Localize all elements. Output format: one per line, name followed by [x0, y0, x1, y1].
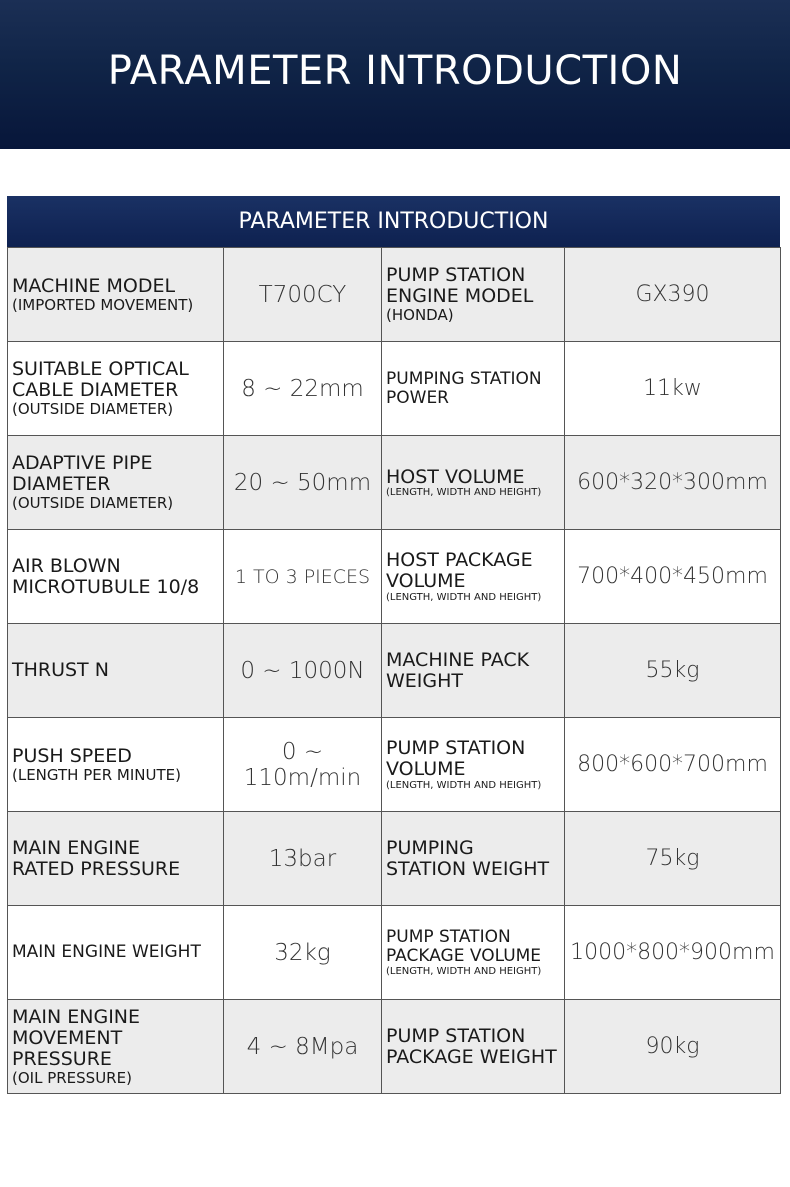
right-label-note: (LENGTH, WIDTH AND HEIGHT)	[386, 965, 542, 977]
right-label-line: VOLUME	[386, 570, 466, 592]
left-parameter-label	[8, 436, 224, 530]
table-row	[8, 436, 781, 530]
left-label-line: ADAPTIVE PIPE	[12, 452, 153, 475]
right-label-note: (HONDA)	[386, 306, 454, 325]
left-parameter-label	[8, 624, 224, 718]
right-parameter-label	[382, 718, 565, 812]
left-label-note: (OUTSIDE DIAMETER)	[12, 400, 174, 419]
right-parameter-label	[382, 342, 565, 436]
right-label-line: HOST VOLUME	[386, 465, 525, 488]
parameter-grid	[7, 247, 781, 1094]
parameter-table	[7, 196, 780, 1094]
left-parameter-label	[8, 718, 224, 812]
right-label-line: STATION WEIGHT	[386, 857, 550, 880]
table-row	[8, 342, 781, 436]
left-label-line: MACHINE MODEL	[12, 274, 176, 297]
table-title: PARAMETER INTRODUCTION	[7, 196, 780, 247]
left-parameter-value: 8 ~ 22mm	[224, 342, 382, 436]
right-label-line: HOST PACKAGE	[386, 549, 533, 572]
left-label-line: AIR BLOWN	[12, 554, 121, 577]
left-parameter-value: 0 ~ 110m/min	[224, 718, 382, 812]
right-label-note: (LENGTH, WIDTH AND HEIGHT)	[386, 779, 542, 791]
right-label-note: (LENGTH, WIDTH AND HEIGHT)	[386, 487, 542, 499]
left-parameter-value: 32kg	[224, 906, 382, 1000]
left-parameter-value: 13bar	[224, 812, 382, 906]
left-label-note: (OIL PRESSURE)	[12, 1068, 132, 1087]
right-parameter-label	[382, 812, 565, 906]
table-row	[8, 1000, 781, 1094]
right-label-line: PUMPING	[386, 836, 474, 859]
header-banner	[0, 0, 790, 149]
left-parameter-label	[8, 342, 224, 436]
right-parameter-label	[382, 530, 565, 624]
table-row	[8, 530, 781, 624]
left-label-line: MAIN ENGINE WEIGHT	[12, 942, 201, 963]
right-label-line: PUMP STATION	[386, 737, 526, 760]
right-label-line: VOLUME	[386, 758, 466, 780]
table-row	[8, 812, 781, 906]
right-label-line: PUMP STATION	[386, 927, 511, 948]
left-parameter-value: 1 TO 3 PIECES	[224, 530, 382, 624]
left-parameter-label	[8, 248, 224, 342]
left-parameter-value: 0 ~ 1000N	[224, 624, 382, 718]
right-parameter-label	[382, 436, 565, 530]
right-parameter-value: 11kw	[565, 342, 781, 436]
right-label-note: (LENGTH, WIDTH AND HEIGHT)	[386, 591, 542, 603]
right-parameter-label	[382, 906, 565, 1000]
table-row	[8, 248, 781, 342]
right-parameter-value: 90kg	[565, 1000, 781, 1094]
right-parameter-value: 75kg	[565, 812, 781, 906]
left-label-line: PUSH SPEED	[12, 744, 132, 767]
right-parameter-value: 600*320*300mm	[565, 436, 781, 530]
right-label-line: ENGINE MODEL	[386, 285, 534, 308]
right-parameter-value: 800*600*700mm	[565, 718, 781, 812]
right-label-line: PUMPING STATION	[386, 368, 542, 389]
left-label-note: (LENGTH PER MINUTE)	[12, 765, 181, 784]
left-label-line: CABLE DIAMETER	[12, 379, 179, 402]
right-label-line: POWER	[386, 387, 449, 408]
left-parameter-value: T700CY	[224, 248, 382, 342]
left-parameter-value: 20 ~ 50mm	[224, 436, 382, 530]
left-label-line: RATED PRESSURE	[12, 857, 181, 880]
table-row	[8, 624, 781, 718]
right-parameter-value: 1000*800*900mm	[565, 906, 781, 1000]
right-label-line: PUMP STATION	[386, 1024, 526, 1047]
right-label-line: PACKAGE VOLUME	[386, 946, 542, 966]
left-label-line: MAIN ENGINE	[12, 1005, 141, 1028]
banner-title: PARAMETER INTRODUCTION	[107, 47, 683, 94]
left-parameter-label	[8, 906, 224, 1000]
right-label-line: WEIGHT	[386, 669, 464, 692]
left-label-line: MAIN ENGINE	[12, 836, 141, 859]
left-label-line: MOVEMENT PRESSURE	[12, 1026, 123, 1070]
right-label-line: PACKAGE WEIGHT	[386, 1045, 557, 1068]
left-label-note: (IMPORTED MOVEMENT)	[12, 295, 194, 314]
left-label-line: THRUST N	[12, 659, 109, 682]
left-parameter-label	[8, 812, 224, 906]
left-label-line: MICROTUBULE 10/8	[12, 575, 200, 598]
table-row	[8, 718, 781, 812]
left-parameter-label	[8, 1000, 224, 1094]
left-parameter-value: 4 ~ 8Mpa	[224, 1000, 382, 1094]
right-label-line: PUMP STATION	[386, 264, 526, 287]
right-parameter-value: GX390	[565, 248, 781, 342]
left-label-line: DIAMETER	[12, 473, 111, 496]
table-row	[8, 906, 781, 1000]
left-label-line: SUITABLE OPTICAL	[12, 358, 189, 381]
right-label-line: MACHINE PACK	[386, 648, 530, 671]
right-parameter-label	[382, 248, 565, 342]
right-parameter-label	[382, 624, 565, 718]
right-parameter-value: 55kg	[565, 624, 781, 718]
left-label-note: (OUTSIDE DIAMETER)	[12, 494, 174, 513]
right-parameter-value: 700*400*450mm	[565, 530, 781, 624]
left-parameter-label	[8, 530, 224, 624]
right-parameter-label	[382, 1000, 565, 1094]
